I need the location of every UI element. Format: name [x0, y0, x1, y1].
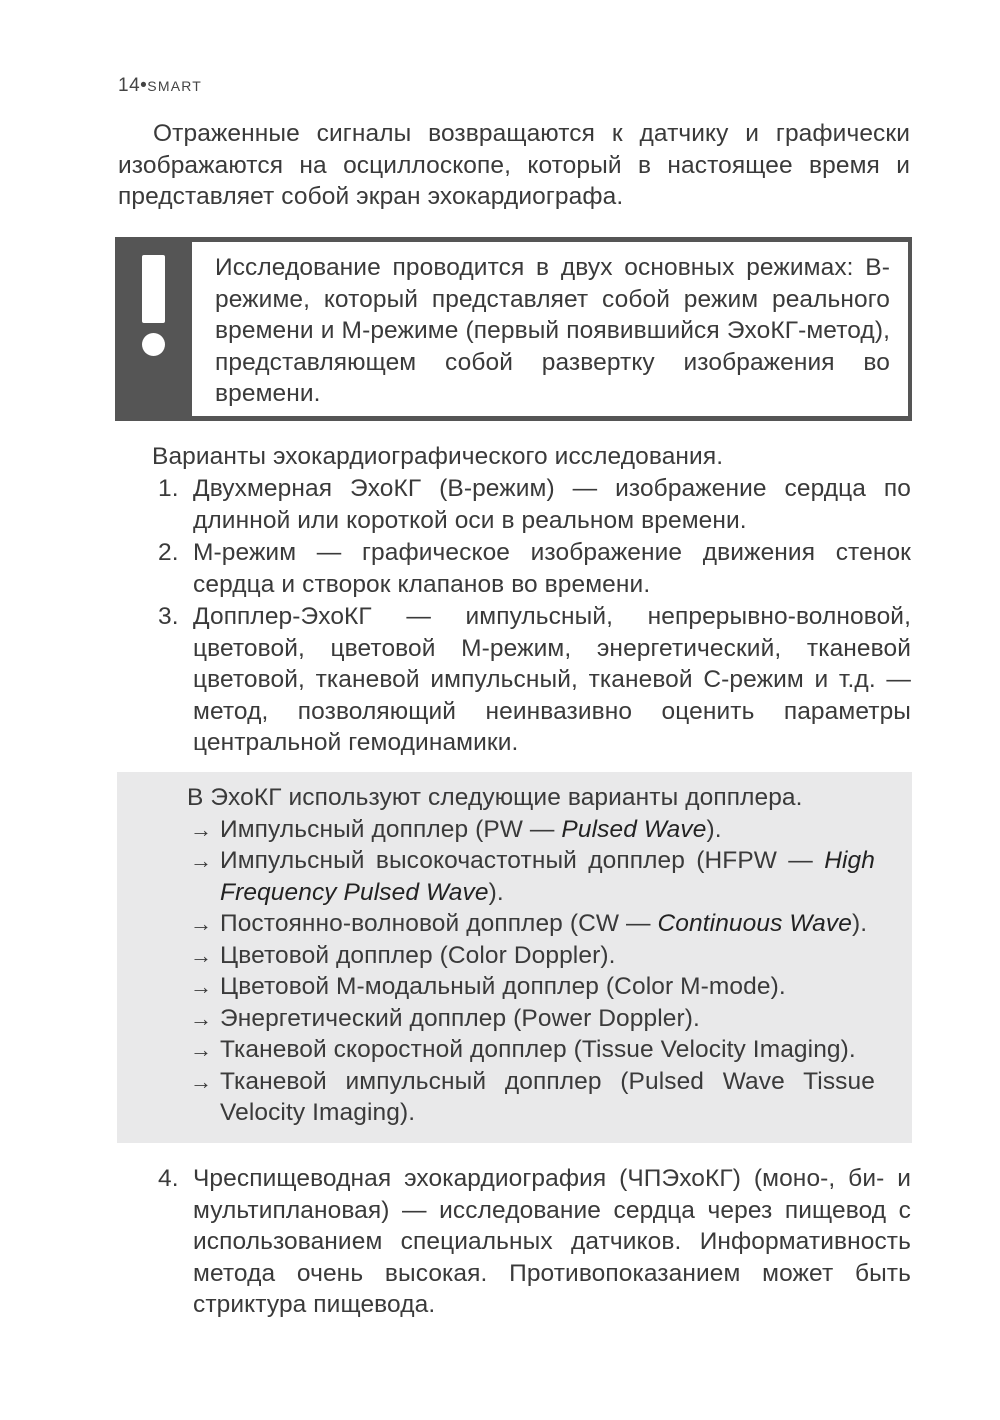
warning-text: Исследование проводится в двух основных режимах: B-режиме, который представляет собой режим реального времени и М-режиме (первый появившийся ЭхоКГ-метод), представляющем собой развертку изображения во времени. — [215, 254, 890, 407]
arrow-icon: → — [190, 911, 213, 936]
list-item: 3. Допплер-ЭхоКГ — импульсный, непрерывно-волновой, цветовой, цветовой М-режим, энергетический, тканевой цветовой, тканевой импульсный, тканевой С-режим и т.д. — метод, позволяющий неинвазивно оценить параметры центральной гемодинамики. — [158, 603, 911, 756]
variants-list — [155, 473, 911, 760]
list-item: → Энергетический допплер (Power Doppler). — [187, 1003, 875, 1035]
arrow-icon: → — [190, 1068, 213, 1094]
list-item: 4. Чреспищеводная эхокардиография (ЧПЭхоКГ) (моно-, би- и мультиплановая) — исследование сердца через пищевод с использованием специальных датчиков. Информативность метода очень высокая. Противопоказанием может быть стриктура пищевода. — [158, 1165, 911, 1318]
section-name: SMART — [147, 78, 203, 94]
variants-title: Варианты эхокардиографического исследования. — [152, 443, 724, 470]
list-item: → Цветовой М-модальный допплер (Color M-mode). — [187, 971, 875, 1003]
arrow-icon: → — [190, 1005, 213, 1031]
arrow-icon: → — [190, 848, 213, 873]
arrow-icon: → — [190, 942, 213, 968]
list-item: → Тканевой скоростной допплер (Tissue Velocity Imaging). — [187, 1034, 875, 1066]
list-item: → Цветовой допплер (Color Doppler). — [187, 940, 875, 972]
warning-content — [192, 242, 908, 416]
list-item: 1. Двухмерная ЭхоКГ (B-режим) — изображение сердца по длинной или короткой оси в реальном времени. — [158, 475, 911, 534]
arrow-icon: → — [190, 974, 213, 999]
doppler-note-box — [117, 772, 912, 1143]
list-item: → Импульсный допплер (PW — Pulsed Wave). — [187, 814, 875, 846]
variants-list-continued — [155, 1163, 911, 1322]
list-item: → Постоянно-волновой допплер (CW — Continuous Wave). — [187, 908, 875, 940]
list-item: → Импульсный высокочастотный допплер (HFPW — High Frequency Pulsed Wave). — [190, 847, 875, 906]
page-number: 14 — [118, 75, 141, 96]
doppler-list — [187, 814, 875, 1129]
page-header — [118, 75, 202, 97]
warning-box — [115, 237, 912, 421]
header-separator: • — [140, 75, 148, 96]
doppler-lead: В ЭхоКГ используют следующие варианты допплера. — [187, 784, 803, 811]
intro-paragraph: Отраженные сигналы возвращаются к датчику и графически изображаются на осциллоскопе, который в настоящее время и представляет собой экран эхокардиографа. — [118, 120, 910, 210]
list-item: 2. М-режим — графическое изображение движения стенок сердца и створок клапанов во времени. — [158, 539, 911, 598]
arrow-icon: → — [190, 816, 213, 842]
exclamation-icon — [141, 255, 167, 370]
list-item: → Тканевой импульсный допплер (Pulsed Wave Tissue Velocity Imaging). — [190, 1067, 875, 1126]
arrow-icon: → — [190, 1037, 213, 1062]
